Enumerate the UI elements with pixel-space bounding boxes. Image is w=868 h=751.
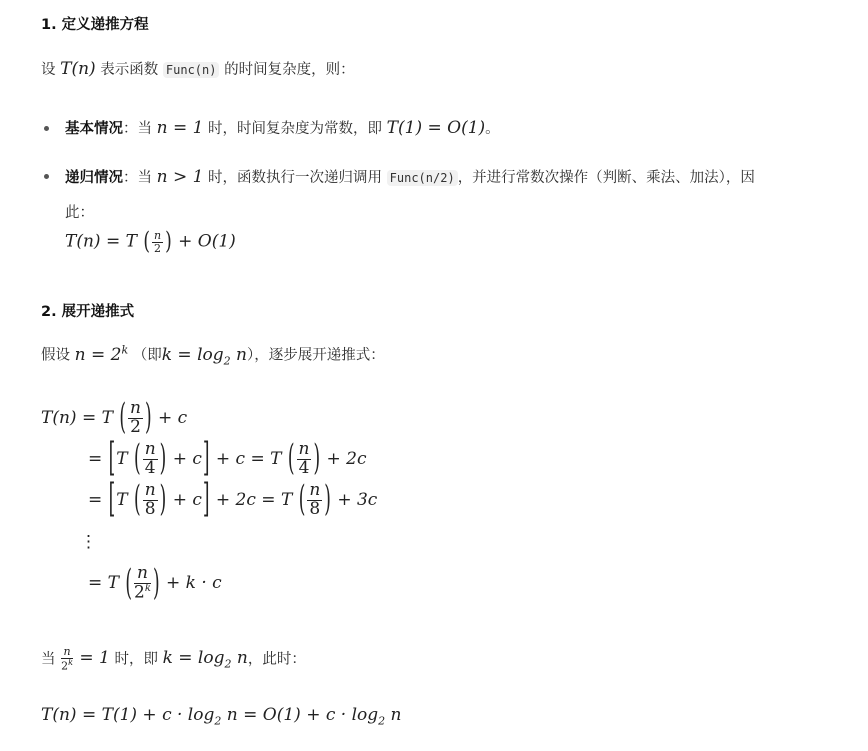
bullet2-post: ，并进行常数次操作（判断、乘法、加法），因 [457,170,755,186]
frac-num: n [130,398,141,418]
frac-den [61,659,73,672]
fraction [152,230,163,254]
bracket-right: ] [202,436,210,483]
when-math2 [162,648,248,671]
paren-right: ) [152,562,160,605]
den-base: 2 [134,582,145,603]
paren-left: ( [143,228,150,257]
paren-right: ) [144,397,152,440]
final-mid: n = O(1) + c · log [226,705,379,725]
fraction [143,482,158,519]
fraction [297,441,312,478]
when-line [41,646,306,672]
frac-num: n [154,229,162,242]
final-n: n [390,705,402,725]
expansion-line-2 [88,436,367,483]
intro-math: T(n) [60,59,96,79]
intro-post: 的时间复杂度，则： [224,62,355,78]
section2-heading: 2. 展开递推式 [41,304,135,320]
paren-left: ( [287,438,295,481]
den-sup: k [144,582,151,594]
bullet-base-case [65,117,500,138]
fraction [307,482,322,519]
when-post: ，此时： [247,651,306,668]
frac-num: n [144,480,156,500]
line2-inner: + c [172,448,202,469]
bullet2-line2: 此： [65,205,94,221]
frac-den: 8 [144,498,156,519]
log-text: k = log [162,648,225,669]
assume-sup: k [121,343,129,356]
intro-mid: 表示函数 [100,62,159,78]
bullet-recursive-case [65,166,755,187]
assume-paren-post: ），逐步展开递推式： [247,347,385,364]
assume-pre: 假设 [41,347,70,364]
frac-den: 4 [144,457,156,478]
vertical-dots: ⋮ [80,532,97,552]
bullet2-mid: 时，函数执行一次递归调用 [208,170,383,186]
eq-rhs: + O(1) [178,231,236,252]
expansion-line-3 [88,477,378,524]
bullet1-math2: T(1) = O(1) [386,118,486,138]
den-base: 2 [61,659,69,673]
frac-num: n [134,565,151,584]
eq-lhs: T(n) = T [65,231,137,252]
bullet2-code: Func(n/2) [387,170,458,186]
log-base: 2 [223,354,231,368]
expansion-line-1 [41,397,188,440]
final-sub1: 2 [214,714,222,728]
intro-code: Func(n) [163,62,220,78]
frac-den: 8 [309,498,321,519]
bullet1-pre: ：当 [123,121,152,137]
line2-mid: + c = T [215,448,282,469]
frac-den: 4 [298,457,310,478]
paren-right: ) [324,479,331,522]
intro-pre: 设 [41,62,56,78]
final-sub2: 2 [378,714,386,728]
bullet1-mid: 时，时间复杂度为常数，即 [208,121,383,137]
assume-math [75,345,129,365]
assume-paren-pre: （即 [132,347,162,364]
equals-sign: = [88,448,103,469]
paren-left: ( [125,562,133,605]
assume-paren-math [161,344,247,368]
frac-den [134,584,151,603]
log-text: k = log [161,344,224,365]
frac-num: n [298,439,310,459]
when-pre: 当 [41,651,56,668]
assume-line [41,343,385,367]
bullet2-math: n > 1 [156,167,204,187]
frac-num: n [309,480,321,500]
when-mid: 时，即 [114,651,158,668]
bracket-left: [ [108,477,116,524]
equals-sign: = [88,489,103,510]
line2-rhs: + 2c [326,448,367,469]
expansion-line-5 [88,562,222,605]
frac-den: 2 [154,241,162,255]
fraction [128,400,143,437]
bracket-right: ] [202,477,210,524]
line3-inner: + c [172,489,202,510]
paren-right: ) [159,438,167,481]
paren-right: ) [165,228,172,257]
line3-T: T [116,489,128,510]
paren-left: ( [119,397,126,440]
line3-rhs: + 3c [337,489,378,510]
log-arg: n [236,344,247,365]
frac-den: 2 [130,416,141,437]
assume-math-base: n = 2 [74,344,122,365]
bullet1-post: 。 [485,121,500,137]
bullet-dot [44,174,49,179]
fraction [143,441,158,478]
bullet2-pre: ：当 [123,170,152,186]
line1-lhs: T(n) = T [41,407,113,428]
line5-lhs: = T [88,573,119,594]
bullet1-math1: n = 1 [156,118,204,138]
final-pre: T(n) = T(1) + c · log [41,705,215,725]
paren-right: ) [313,438,321,481]
den-sup: k [68,657,73,667]
when-math [60,645,110,673]
bullet-dot [44,126,49,131]
paren-left: ( [298,479,306,522]
fraction [134,565,151,602]
bullet1-label: 基本情况 [65,121,123,137]
line2-T: T [116,448,128,469]
line3-mid: + 2c = T [215,489,293,510]
bullet2-label: 递归情况 [65,170,123,186]
section1-heading: 1. 定义递推方程 [41,17,149,33]
line5-rhs: + k · c [165,573,222,594]
section1-intro [41,58,355,79]
line1-rhs: + c [158,407,188,428]
when-eq: = 1 [79,648,110,669]
frac-num: n [144,439,156,459]
fraction [61,646,73,672]
log-arg: n [236,648,248,669]
recurrence-equation [65,228,236,257]
paren-left: ( [134,479,141,522]
frac-num: n [61,646,73,659]
paren-left: ( [134,438,141,481]
log-base: 2 [224,657,232,671]
final-equation [41,705,402,727]
bracket-left: [ [108,436,116,483]
paren-right: ) [159,479,167,522]
